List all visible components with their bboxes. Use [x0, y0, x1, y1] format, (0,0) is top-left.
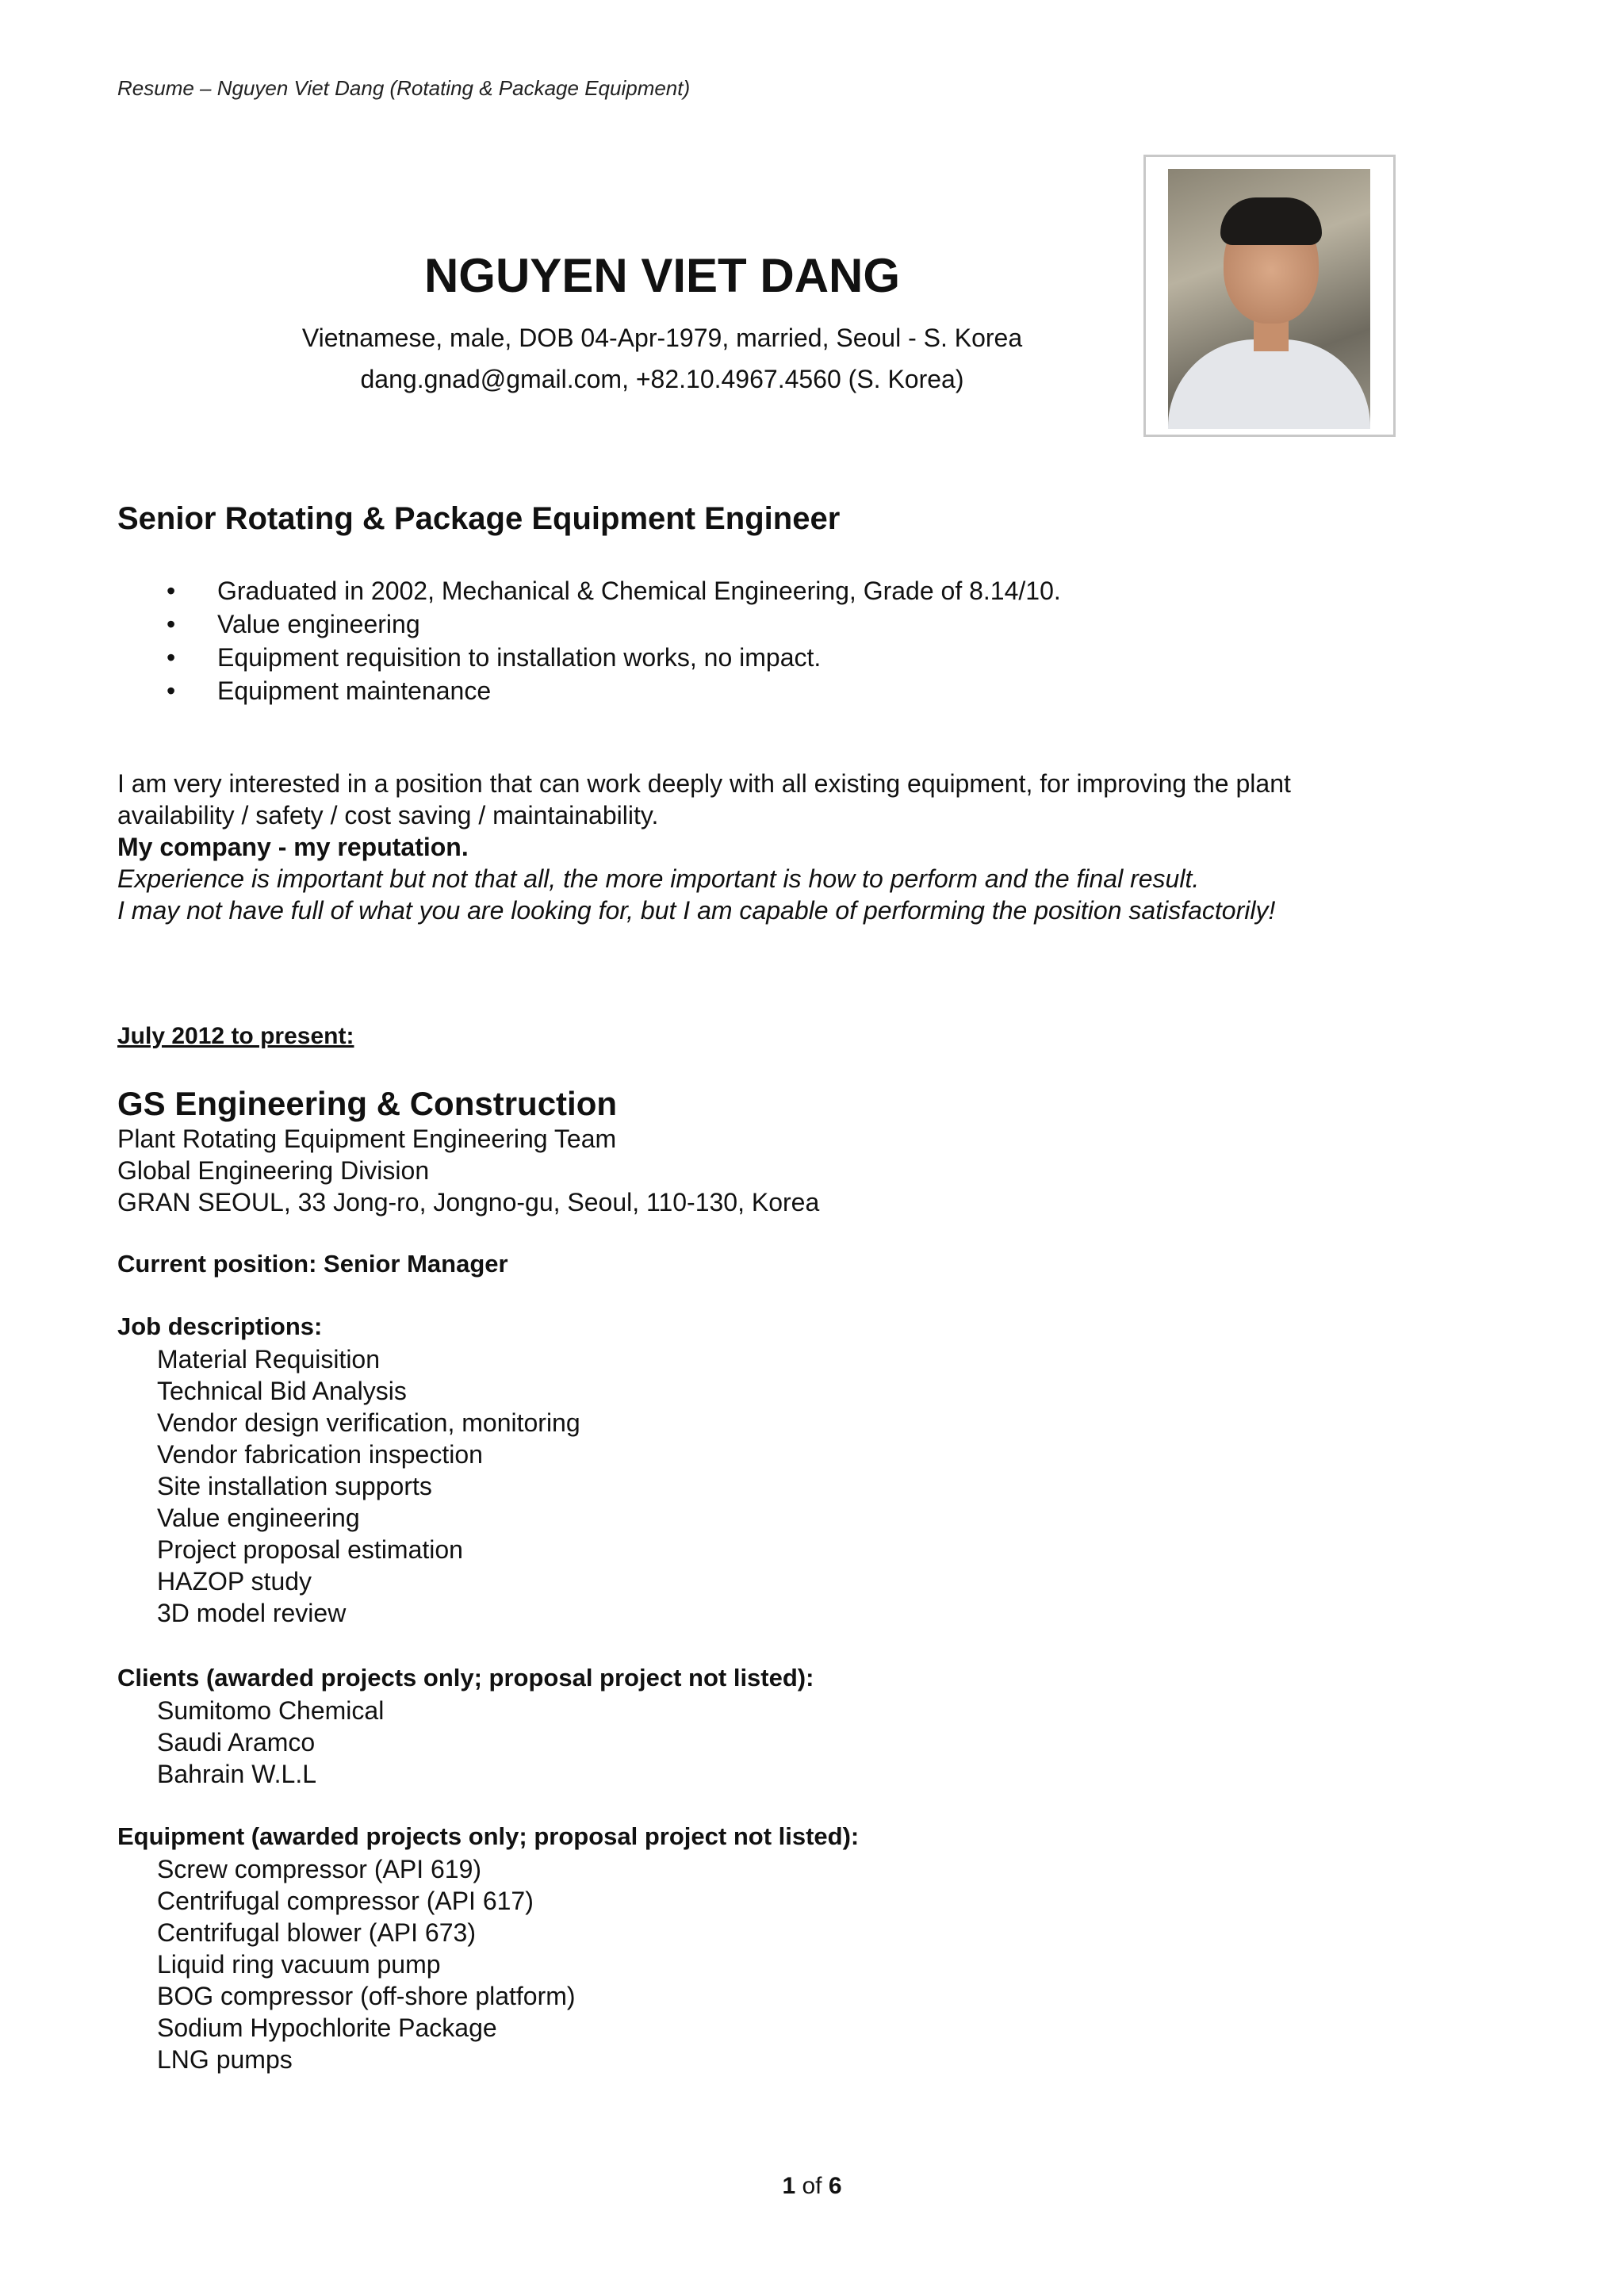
- list-item: Centrifugal compressor (API 617): [157, 1887, 534, 1915]
- clients-label: Clients (awarded projects only; proposal project not listed):: [117, 1664, 814, 1692]
- list-item: Sodium Hypochlorite Package: [157, 2013, 497, 2042]
- total-pages: 6: [828, 2173, 842, 2199]
- address-line: Global Engineering Division: [117, 1156, 430, 1185]
- candidate-name: NGUYEN VIET DANG: [423, 249, 901, 302]
- list-item: Technical Bid Analysis: [157, 1377, 407, 1405]
- list-item: Sumitomo Chemical: [157, 1696, 385, 1725]
- list-item: Site installation supports: [157, 1472, 432, 1500]
- highlights-list: [167, 574, 1061, 707]
- address-line: GRAN SEOUL, 33 Jong-ro, Jongno-gu, Seoul, 110-130, Korea: [117, 1188, 820, 1216]
- personal-info: Vietnamese, male, DOB 04-Apr-1979, married, Seoul - S. Korea: [301, 324, 1023, 352]
- company-address: [117, 1123, 819, 1218]
- summary-line: I am very interested in a position that can work deeply with all existing equipment, for improving the plant: [117, 769, 1291, 798]
- list-item: Material Requisition: [157, 1345, 381, 1374]
- job-descriptions-label: Job descriptions:: [117, 1312, 323, 1340]
- summary-italic-line: I may not have full of what you are looking for, but I am capable of performing the position satisfactorily!: [117, 896, 1276, 925]
- list-item: Project proposal estimation: [157, 1535, 463, 1564]
- running-header: Resume – Nguyen Viet Dang (Rotating & Package Equipment): [117, 76, 691, 100]
- highlight-item: • Value engineering: [167, 607, 1061, 641]
- list-item: LNG pumps: [157, 2045, 293, 2074]
- list-item: 3D model review: [157, 1599, 347, 1627]
- page-of: of: [802, 2173, 822, 2199]
- contact-info: dang.gnad@gmail.com, +82.10.4967.4560 (S. Korea): [360, 365, 964, 393]
- current-position: Current position: Senior Manager: [117, 1250, 508, 1278]
- list-item: Liquid ring vacuum pump: [157, 1950, 441, 1979]
- summary-paragraph: [117, 768, 1402, 926]
- job-descriptions-list: [157, 1343, 580, 1629]
- list-item: Vendor design verification, monitoring: [157, 1408, 580, 1437]
- list-item: Value engineering: [157, 1504, 360, 1532]
- current-page: 1: [782, 2173, 796, 2199]
- summary-italic-line: Experience is important but not that all, the more important is how to perform and the final result.: [117, 864, 1200, 893]
- list-item: Vendor fabrication inspection: [157, 1440, 483, 1469]
- list-item: BOG compressor (off-shore platform): [157, 1982, 576, 2010]
- equipment-label: Equipment (awarded projects only; proposal project not listed):: [117, 1822, 860, 1850]
- highlight-item: • Graduated in 2002, Mechanical & Chemical Engineering, Grade of 8.14/10.: [167, 574, 1061, 607]
- equipment-list: [157, 1853, 576, 2075]
- list-item: Bahrain W.L.L: [157, 1760, 316, 1788]
- clients-list: [157, 1695, 384, 1790]
- list-item: Saudi Aramco: [157, 1728, 316, 1757]
- address-line: Plant Rotating Equipment Engineering Team: [117, 1125, 617, 1153]
- page-number: [0, 2173, 1624, 2200]
- list-item: Screw compressor (API 619): [157, 1855, 482, 1883]
- highlight-item: • Equipment maintenance: [167, 674, 1061, 707]
- employment-period: July 2012 to present:: [117, 1023, 354, 1049]
- company-name: GS Engineering & Construction: [117, 1085, 618, 1122]
- summary-line: availability / safety / cost saving / maintainability.: [117, 801, 659, 829]
- role-title: Senior Rotating & Package Equipment Engineer: [117, 501, 841, 536]
- highlight-item: • Equipment requisition to installation works, no impact.: [167, 641, 1061, 674]
- list-item: Centrifugal blower (API 673): [157, 1918, 476, 1947]
- motto: My company - my reputation.: [117, 833, 469, 861]
- list-item: HAZOP study: [157, 1567, 312, 1596]
